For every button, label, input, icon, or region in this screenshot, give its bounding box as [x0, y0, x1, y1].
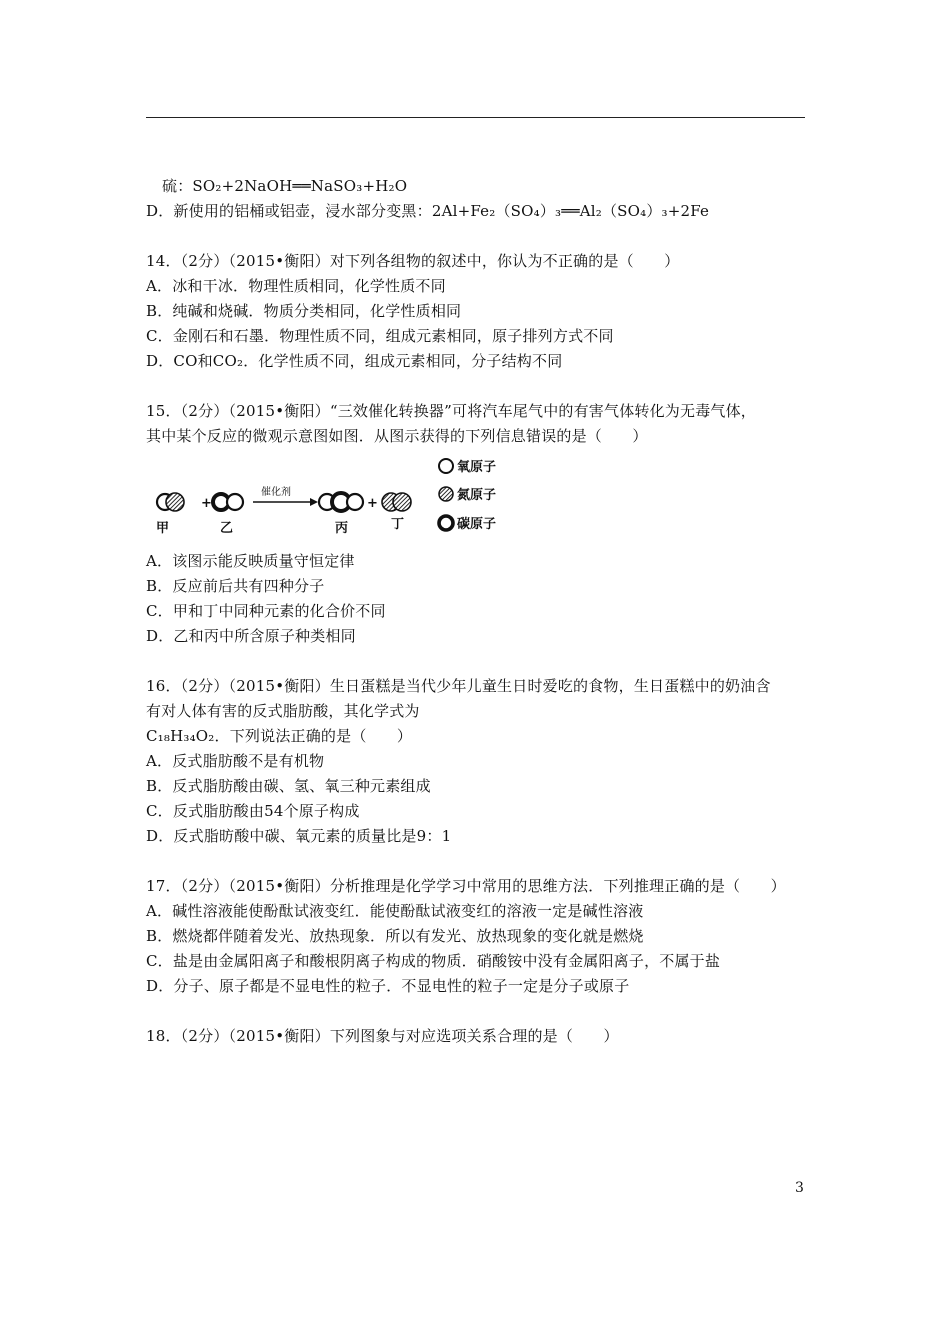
question-16-line2: 有对人体有害的反式脂肪酸，其化学式为 — [146, 702, 420, 720]
q15-option-d: D．乙和丙中所含原子种类相同 — [146, 627, 356, 645]
q16-option-b: B．反式脂肪酸由碳、氢、氧三种元素组成 — [146, 777, 431, 795]
question-15-line1: 15．（2分）（2015•衡阳）“三效催化转换器”可将汽车尾气中的有害气体转化为无毒气体， — [146, 402, 756, 420]
question-15-line2: 其中某个反应的微观示意图如图．从图示获得的下列信息错误的是（ ） — [146, 427, 648, 445]
reaction-diagram — [150, 452, 530, 547]
page-number: 3 — [795, 1180, 804, 1196]
legend-oxygen: 氧原子 — [457, 460, 497, 475]
legend — [439, 459, 496, 532]
legend-carbon: 碳原子 — [457, 517, 497, 532]
carbon-legend-icon — [439, 516, 453, 530]
plus-sign: + — [201, 496, 212, 511]
question-14: 14．（2分）（2015•衡阳）对下列各组物的叙述中，你认为不正确的是（ ） — [146, 252, 680, 270]
catalyst-label: 催化剂 — [261, 487, 291, 498]
question-16-line3: C₁₈H₃₄O₂．下列说法正确的是（ ） — [146, 727, 413, 745]
question-17: 17．（2分）（2015•衡阳）分析推理是化学学习中常用的思维方法．下列推理正确的是（ ） — [146, 877, 786, 895]
header-rule — [146, 117, 805, 118]
label-bing: 丙 — [335, 521, 349, 536]
label-yi: 乙 — [220, 521, 234, 536]
equation-line: 硫：SO₂+2NaOH══NaSO₃+H₂O — [162, 177, 408, 195]
label-ding: 丁 — [391, 517, 405, 532]
q17-option-b: B．燃烧都伴随着发光、放热现象．所以有发光、放热现象的变化就是燃烧 — [146, 927, 644, 945]
molecule-yi — [213, 494, 243, 510]
legend-nitrogen: 氮原子 — [457, 488, 497, 503]
molecule-jia — [157, 493, 184, 511]
arrow-head — [310, 498, 318, 506]
option-d-line: D．新使用的铝桶或铝壶，浸水部分变黑：2Al+Fe₂（SO₄）₃══Al₂（SO₄）₃+2Fe — [146, 202, 710, 220]
q16-option-a: A．反式脂肪酸不是有机物 — [146, 752, 325, 770]
question-18: 18．（2分）（2015•衡阳）下列图象与对应选项关系合理的是（ ） — [146, 1027, 619, 1045]
q17-option-d: D．分子、原子都是不显电性的粒子．不显电性的粒子一定是分子或原子 — [146, 977, 630, 995]
molecule-bing — [319, 493, 363, 511]
q16-option-c: C．反式脂肪酸由54个原子构成 — [146, 802, 360, 820]
q14-option-a: A．冰和干冰．物理性质相同，化学性质不同 — [146, 277, 446, 295]
question-16-line1: 16．（2分）（2015•衡阳）生日蛋糕是当代少年儿童生日时爱吃的食物，生日蛋糕中的奶油含 — [146, 677, 771, 695]
q17-option-c: C．盐是由金属阳离子和酸根阴离子构成的物质．硝酸铵中没有金属阳离子，不属于盐 — [146, 952, 721, 970]
molecule-ding — [382, 493, 411, 511]
q14-option-c: C．金刚石和石墨．物理性质不同，组成元素相同，原子排列方式不同 — [146, 327, 614, 345]
q14-option-d: D．CO和CO₂．化学性质不同，组成元素相同，分子结构不同 — [146, 352, 563, 370]
q16-option-d: D．反式脂昉酸中碳、氧元素的质量比是9：1 — [146, 827, 452, 845]
q14-option-b: B．纯碱和烧碱．物质分类相同，化学性质相同 — [146, 302, 462, 320]
q17-option-a: A．碱性溶液能使酚酞试液变红．能使酚酞试液变红的溶液一定是碱性溶液 — [146, 902, 644, 920]
label-jia: 甲 — [156, 521, 170, 536]
q15-option-c: C．甲和丁中同种元素的化合价不同 — [146, 602, 386, 620]
nitrogen-legend-icon — [439, 487, 453, 501]
plus-sign-2: + — [367, 496, 378, 511]
oxygen-legend-icon — [439, 459, 453, 473]
q15-option-a: A．该图示能反映质量守恒定律 — [146, 552, 355, 570]
q15-option-b: B．反应前后共有四种分子 — [146, 577, 325, 595]
